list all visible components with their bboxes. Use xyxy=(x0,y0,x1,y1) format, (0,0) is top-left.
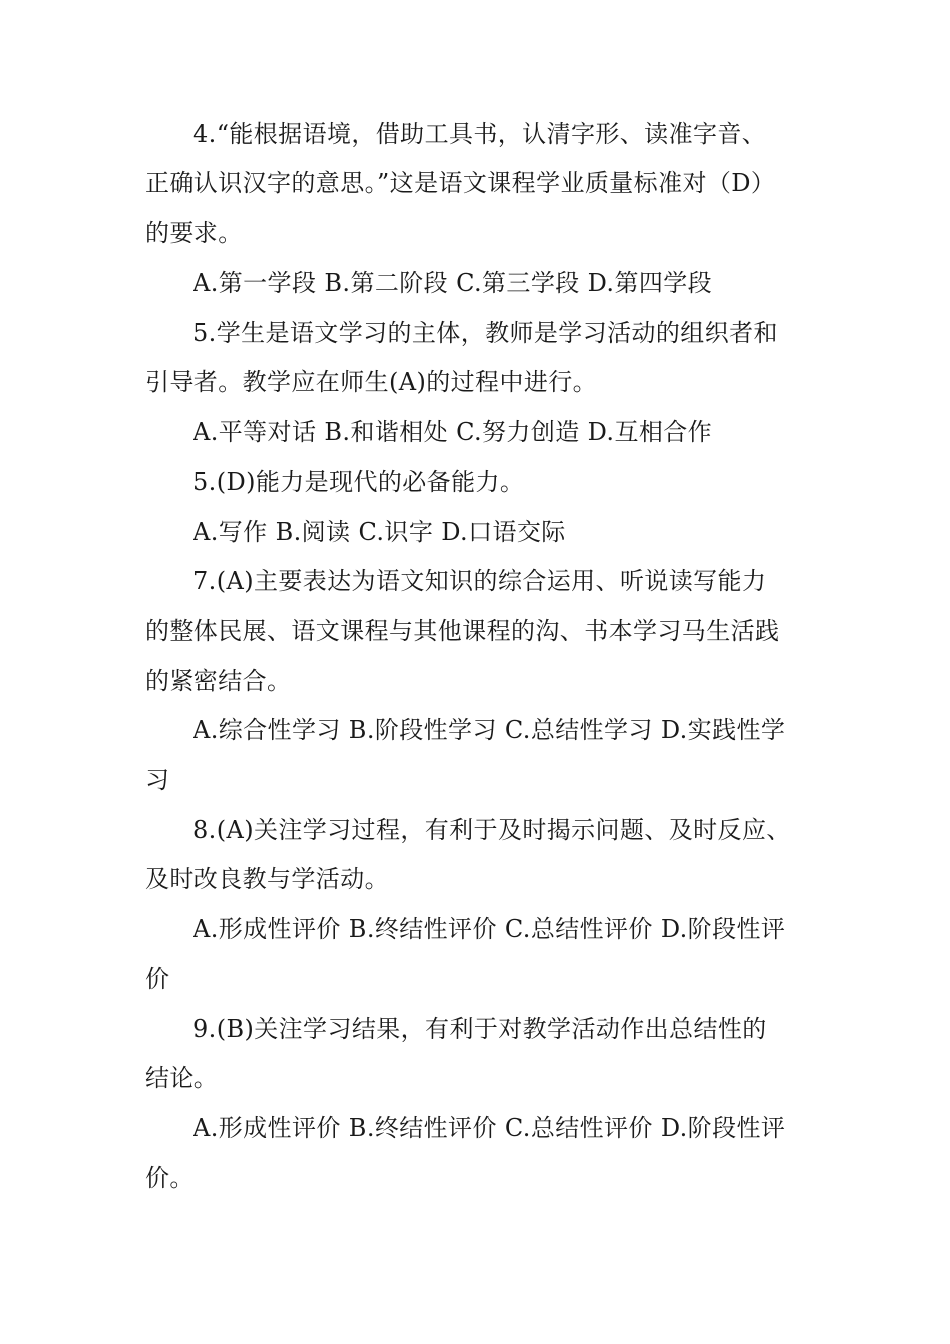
question-8-options-wrap: 价 xyxy=(145,965,170,993)
question-4-line-3: 的要求。 xyxy=(145,219,243,247)
question-7-line-1: 7.(A)主要表达为语文知识的综合运用、听说读写能力 xyxy=(193,567,767,595)
question-7-options: A.综合性学习 B.阶段性学习 C.总结性学习 D.实践性学 xyxy=(193,716,786,744)
question-6-options: A.写作 B.阅读 C.识字 D.口语交际 xyxy=(193,518,566,546)
question-4-line-2: 正确认识汉字的意思。”这是语文课程学业质量标准对（D） xyxy=(145,169,776,197)
question-9-line-2: 结论。 xyxy=(145,1064,219,1092)
question-8-line-1: 8.(A)关注学习过程，有利于及时揭示问题、及时反应、 xyxy=(193,816,791,844)
question-6-line-1: 5.(D)能力是现代的必备能力。 xyxy=(193,468,525,496)
question-7-line-2: 的整体民展、语文课程与其他课程的沟、书本学习马生活践 xyxy=(145,617,780,645)
question-9-options-wrap: 价。 xyxy=(145,1164,194,1192)
question-9-options: A.形成性评价 B.终结性评价 C.总结性评价 D.阶段性评 xyxy=(193,1114,786,1142)
question-7-options-wrap: 习 xyxy=(145,766,170,794)
question-8-options: A.形成性评价 B.终结性评价 C.总结性评价 D.阶段性评 xyxy=(193,915,786,943)
question-4-options: A.第一学段 B.第二阶段 C.第三学段 D.第四学段 xyxy=(193,269,713,297)
question-5-line-1: 5.学生是语文学习的主体，教师是学习活动的组织者和 xyxy=(193,319,778,347)
question-9-line-1: 9.(B)关注学习结果，有利于对教学活动作出总结性的 xyxy=(193,1015,767,1043)
question-5-line-2: 引导者。教学应在师生(A)的过程中进行。 xyxy=(145,368,598,396)
question-7-line-3: 的紧密结合。 xyxy=(145,667,292,695)
question-8-line-2: 及时改良教与学活动。 xyxy=(145,865,389,893)
question-5-options: A.平等对话 B.和谐相处 C.努力创造 D.互相合作 xyxy=(193,418,713,446)
question-4-line-1: 4.“能根据语境，借助工具书，认清字形、读准字音、 xyxy=(193,120,767,148)
